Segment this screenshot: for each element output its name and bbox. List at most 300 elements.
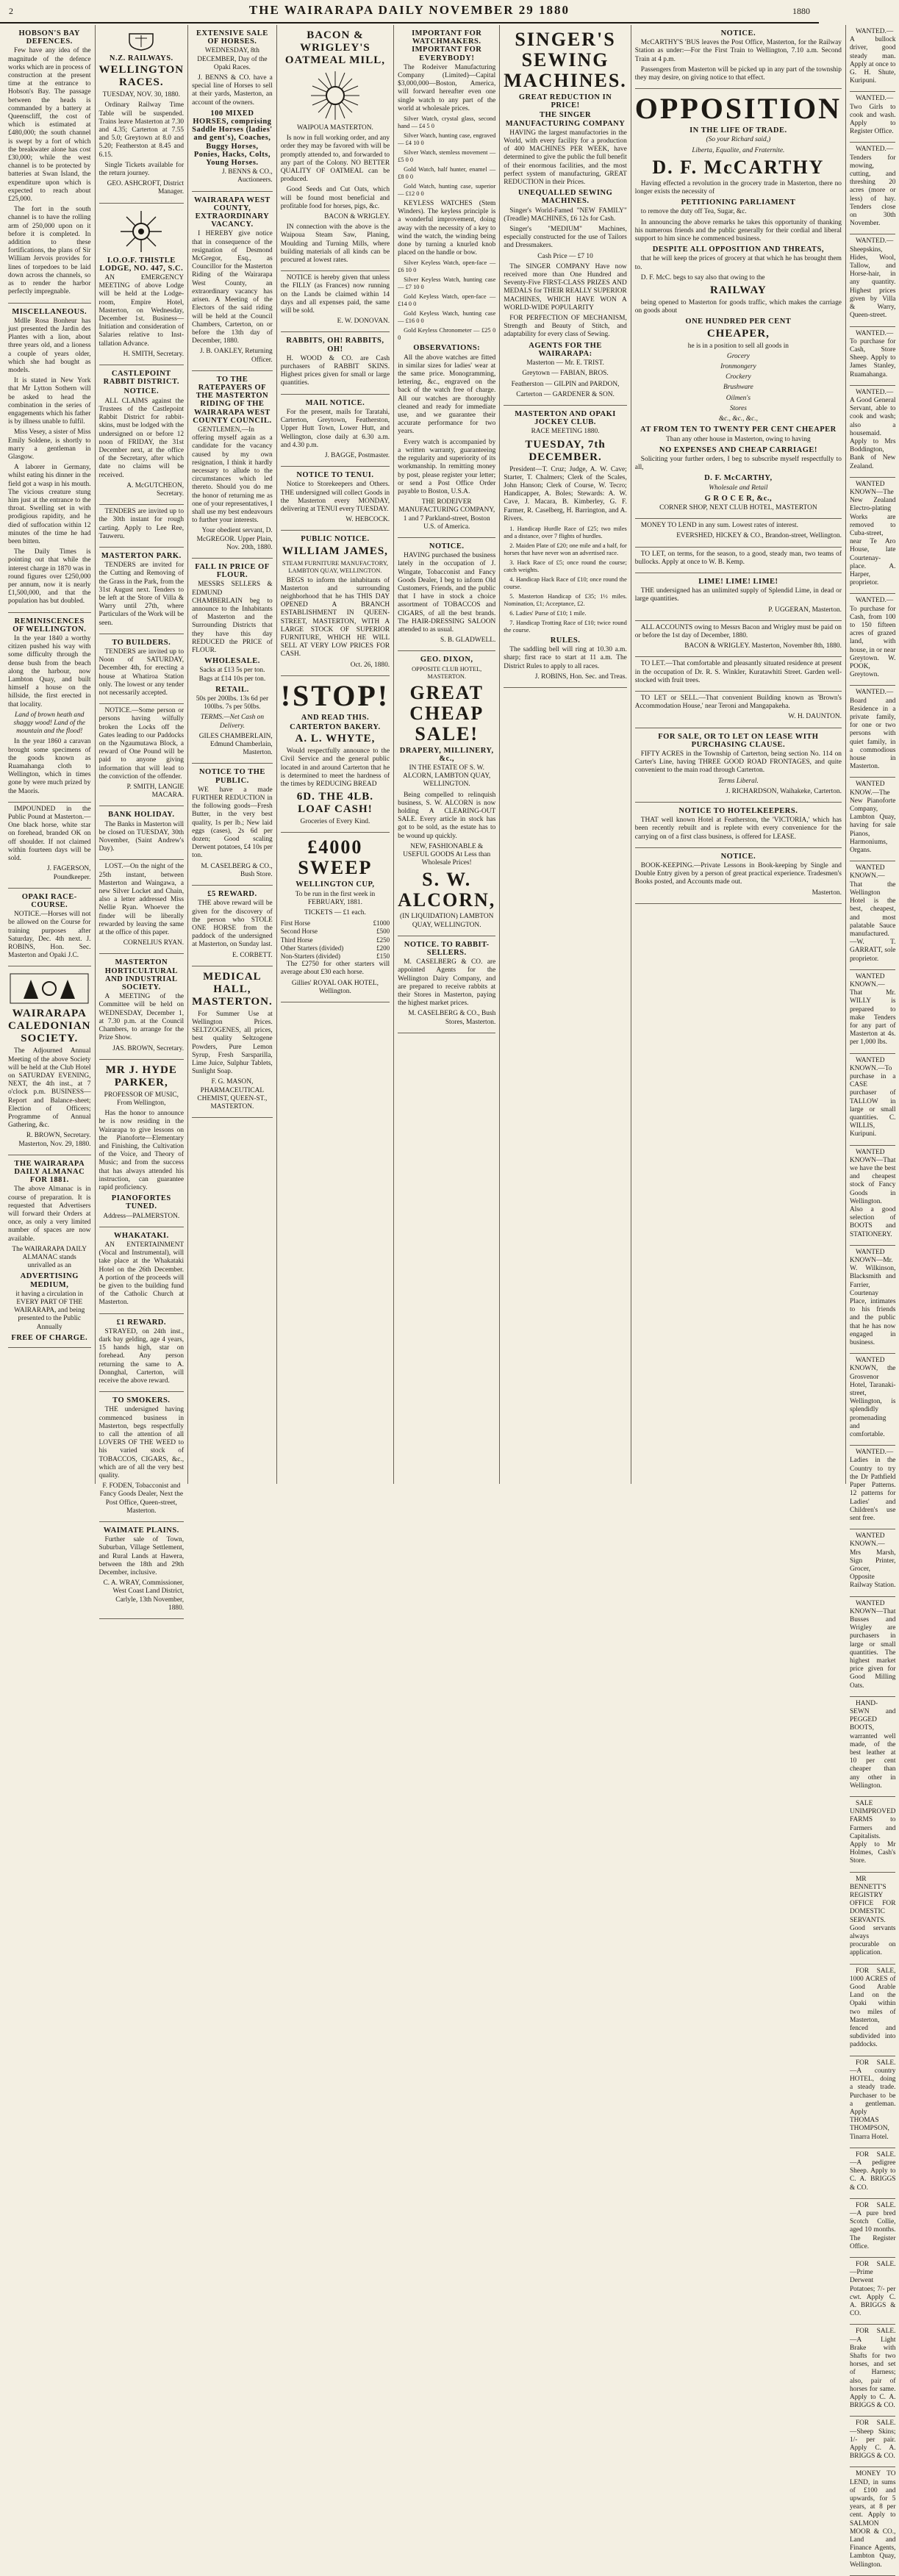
classified-ad [850, 386, 896, 478]
classified-ad [850, 478, 896, 595]
ad-to-let-building [635, 692, 842, 728]
ad-to-let-residence [635, 657, 842, 692]
classified-ad [850, 143, 896, 234]
signature: E. CORBETT. [232, 951, 273, 959]
prize-amount: £150 [376, 952, 390, 961]
newspaper-columns [4, 25, 896, 2569]
ad-heading: FOR SALE, OR TO LET ON LEASE WITH PURCHASING CLAUSE. [658, 732, 819, 749]
ad-subheading: PROFESSOR OF MUSIC, From Wellington, [104, 1091, 179, 1107]
ad-text: IN THE ESTATE OF S. W. ALCORN, LAMBTON QUAY, WELLINGTON. [403, 764, 491, 789]
page-number: 2 [9, 6, 13, 16]
classified-ad [850, 686, 896, 778]
ad-west-county [192, 192, 273, 371]
ad-text: The WAIRARAPA DAILY ALMANAC stands unrivalled as an [12, 1245, 87, 1270]
signature: P. UGGERAN, Masterton. [768, 606, 842, 614]
ad-reward-strayed [99, 1314, 185, 1393]
ad-text: Address—PALMERSTON. [103, 1212, 180, 1220]
ad-accounts [635, 621, 842, 658]
ad-text: The Rodeiver Manufacturing Company (Limited)—Capital $3,000,000—Boston, America, will forward hereafter even one single watch to any part of the world at wholesale prices. [398, 63, 496, 112]
ad-music-professor [99, 1060, 185, 1227]
classified-ad [850, 1597, 896, 1697]
ad-text: ALL CLAIMS against the Trustees of the Castlepoint Rabbit District for rabbit-skins, must be lodged with the undersigned on or before 12 noon of FRIDAY, the 31st December next, at the office of the Secretary, after which date no claims will be received. [99, 397, 185, 479]
ad-heading: FALL IN PRICE OF FLOUR. [195, 562, 270, 580]
ad-heading: I.O.O.F. THISTLE LODGE, NO. 447, S.C. [99, 256, 184, 273]
ad-heading: UNEQUALLED SEWING MACHINES. [517, 189, 613, 206]
ad-heading: TO THE RATEPAYERS OF THE MASTERTON RIDING OF THE WAIRARAPA WEST COUNTY COUNCIL. [193, 375, 272, 425]
signature: W. HEBCOCK. [345, 516, 390, 524]
classified-ad-text: FOR SALE, 1000 ACRES of Good Arable Land on the Opaki within two miles of Masterton, fenced and subdivided into paddocks. [849, 1967, 896, 2049]
ad-cheap-sale [398, 651, 495, 936]
signature: J. BENNS & CO., Auctioneers. [221, 168, 273, 184]
ad-heading: GREAT REDUCTION IN PRICE! [518, 93, 612, 110]
ad-text: TICKETS — £1 each. [304, 909, 366, 916]
price-list-item: Silver Watch, stemless movement — £5 0 0 [398, 149, 496, 164]
ad-heading: NOTICE. [429, 542, 465, 550]
ad-heading: N.Z. RAILWAYS. [109, 54, 173, 62]
ad-text: Groceries of Every Kind. [300, 818, 370, 826]
classified-ad [850, 594, 896, 686]
prize-row [281, 944, 390, 952]
ad-text: HAVING purchased the business lately in the occupation of J. Wingate, Tobacconist and Fancy Goods Dealer, I beg to inform Old Customers, Friends, and the public that I have in stock a choice assortment of TOBACCOS and CIGARS, of all the best brands. The HAIR-DRESSING SALOON attended to as usual. [398, 552, 496, 634]
ad-heading: WELLINGTON CUP, [296, 880, 375, 889]
price-list-item: Gold Watch, hunting case, superior — £12 0 0 [398, 183, 496, 198]
ad-text: FOR PERFECTION OF MECHANISM, Strength and Beauty of Stitch, and adaptability for every class of Sewing. [504, 315, 627, 339]
classified-ad [850, 2467, 896, 2575]
price-list-item: Silver Keyless Watch, open-face — £6 10 0 [398, 259, 496, 274]
agents-list [504, 359, 627, 399]
classified-ad-text: WANTED.—Ladies in the Country to try the Dr Pathfield Paper Patterns. 12 patterns for Ladies' and Children's use sent free. [849, 1449, 896, 1522]
ad-flour-price [192, 559, 273, 764]
ad-notice-public [192, 764, 273, 886]
ad-mail-notice [281, 395, 390, 467]
ad-text: THE above reward will be given for the discovery of the person who STOLE ONE HORSE from the paddock of the undersigned at Masterton, on Sunday last. [192, 900, 273, 949]
article-paragraph: It is stated in New York that Mr Lytton Sothern will be asked to head the combination in the series of engagements which his father is by illness unable to fulfil. [8, 377, 91, 426]
signature: BACON & WRIGLEY. Masterton, November 8th, 1880. [684, 642, 842, 650]
ad-heading: NO EXPENSES AND CHEAP CARRIAGE! [659, 445, 817, 454]
classified-ad-text: WANTED KNOWN.—Mrs Marsh, Sign Printer, Grocer, Opposite Railway Station. [849, 1532, 896, 1590]
race-event-item: 7. Handicap Trotting Race of £10; twice round the course. [504, 619, 627, 634]
ad-text: CORNER SHOP, NEXT CLUB HOTEL, MASTERTON [659, 503, 817, 512]
ad-heading: CARTERTON BAKERY. [290, 722, 381, 731]
ad-text: THAT well known Hotel at Featherston, the 'VICTORIA,' which has been recently rebuilt and is replete with every convenience for the carrying on of a first class business, is offered for LEASE. [634, 817, 842, 841]
ad-tobacconist [398, 538, 495, 651]
ad-heading: NOTICE. [720, 852, 756, 861]
ad-text: Singer's World-Famed "NEW FAMILY" (Treadle) MACHINES, £6 12s for Cash. [504, 207, 627, 223]
classified-ads-list [850, 25, 896, 2576]
ad-text: NOTICE.—Horses will not be allowed on the Course for training purposes after Saturday, Dec. 4th next. J. ROBINS, Hon. Sec. Masterton and Opaki J.C. [8, 911, 91, 960]
ad-money-lend [635, 519, 842, 547]
ad-text: In announcing the above remarks he takes this opportunity of thanking his numerous friends and the public generally for their cordial and liberal support to him since he commenced business. [634, 218, 842, 243]
ad-text: Would respectfully announce to the Civil Service and the general public located in and around Carterton that he is determined to meet the hardness of the times by REDUCING BREAD [280, 747, 390, 788]
ad-text: Soliciting your further orders, I beg to subscribe myself respectfully to all, [634, 455, 842, 472]
classified-ad-text: SALE UNIMPROVED FARMS to Farmers and Capitalists. Apply to Mr Holmes, Cash's Store. [849, 1800, 896, 1865]
ad-mccarthy-grocer [635, 89, 842, 519]
goods-item: &c., &c., &c., [718, 415, 758, 423]
column-5 [394, 25, 500, 1484]
ad-heading: GREAT CHEAP SALE! [409, 681, 484, 745]
prize-amount: £1000 [373, 919, 390, 928]
ad-rabbit-district [99, 365, 185, 505]
classified-ad-text: WANTED KNOWN—That we have the best and cheapest stock of Fancy Goods in Wellington. Also a good selection of BOOTS and STATIONERY. [849, 1148, 896, 1238]
ad-text: Has the honor to announce he is now residing in the Wairarapa to give lessons on the Pianoforte—Elementary and Finishing, the Cultivation of the Voice, and Theory of Music; and from the success that has always attended his instruction, can guarantee rapid proficiency. [99, 1110, 185, 1191]
ad-heading: BACON & WRIGLEY'S OATMEAL MILL, [284, 29, 385, 66]
ad-date: TUESDAY, NOV. 30, 1880. [102, 91, 180, 99]
prize-amount: £250 [376, 936, 390, 944]
signature: BACON & WRIGLEY. [324, 213, 390, 221]
ad-heading: IMPORTANT FOR WATCHMAKERS. IMPORTANT FOR EVERYBODY! [412, 29, 482, 62]
ad-heading: 100 MIXED HORSES, comprising Saddle Horses (ladies' and gent's), Coaches, Buggy Horses, Ponies, Hacks, Colts, Young Horses. [192, 109, 273, 168]
price-list-item: Silver Watch, crystal glass, second hand — £4 5 0 [398, 115, 496, 130]
classified-ad [850, 778, 896, 861]
race-event-item: 6. Ladies' Purse of £10; 1 mile. [509, 609, 587, 617]
ad-singer [504, 25, 627, 406]
classified-ad [850, 1797, 896, 1873]
classified-ad-text: WANTED KNOWN.—That the Wellington Hotel is the best, cheapest, and most palatable Sauce manufactured.—W. T. GARRATT, sole proprietor. [849, 864, 896, 963]
ad-heading: RABBITS, OH! RABBITS, OH! [286, 337, 384, 354]
classified-ad-text: FOR SALE.—A Light Brake with Shafts for two horses, and set of Harness; also, pair of horses for same. Apply to C. A. BRIGGS & CO. [849, 2328, 896, 2410]
ad-caledonian [8, 966, 91, 1155]
ad-heading: A. L. WHYTE, [295, 733, 376, 745]
signature: JAS. BROWN, Secretary. [112, 1044, 185, 1052]
ad-text: Singer's "MEDIUM" Machines, especially constructed for the use of Tailors and Dressmakers. [504, 226, 627, 250]
ad-text: STRAYED, on 24th inst., dark bay gelding, age 4 years, 15 hands high, star on forehead. Any person returning the same to A. Donnghal, Carterton, will receive the above reward. [99, 1327, 185, 1385]
newspaper-title: THE WAIRARAPA DAILY NOVEMBER 29 1880 [248, 3, 570, 17]
ad-text: TENDERS are invited up to Noon of SATURDAY, December 4th, for erecting a house at Whatiroa Station only. The lowest or any tender not necessarily accepted. [99, 647, 185, 697]
signature: J. BAGGE, Postmaster. [324, 451, 390, 459]
prize-row [281, 936, 390, 944]
price-list-item: Gold Keyless Watch, hunting case — £16 0 0 [398, 310, 496, 325]
signature: A. McGUTCHEON, Secretary. [126, 481, 185, 498]
agent-item: Featherston — GILPIN and PARDON, [511, 380, 620, 388]
classified-ad [850, 2258, 896, 2325]
classified-ad [850, 1529, 896, 1596]
ad-heading: NOTICE. TO RABBIT-SELLERS. [404, 940, 490, 958]
ad-text: Terms Liberal. [717, 777, 759, 785]
ad-text: MONEY TO LEND in any sum. Lowest rates of interest. [640, 522, 798, 530]
race-event-item: 3. Hack Race of £5; once round the course; catch weights. [504, 559, 627, 573]
classified-ad [850, 2417, 896, 2467]
goods-list [635, 353, 842, 423]
ad-text: ALL ACCOUNTS owing to Messrs Bacon and Wrigley must be paid on or before the 1st day of December, 1880. [634, 623, 842, 639]
goods-item: Oilmen's [726, 394, 751, 402]
ad-text: To be run in the first week in FEBRUARY, 1881. [295, 890, 376, 906]
ad-text: to remove the duty off Tea, Sugar, &c. [640, 208, 747, 216]
signature: F. FODEN, Tobacconist and Fancy Goods Dealer, Next the Post Office, Queen-street, Masterton. [99, 1482, 183, 1515]
ad-text: being opened to Masterton for goods traffic, which makes the carriage on goods about [634, 299, 842, 315]
ad-watches [398, 25, 495, 538]
ad-heading: SINGER'S SEWING MACHINES. [504, 29, 627, 91]
classified-ad [850, 970, 896, 1054]
classified-ad [850, 1354, 896, 1446]
ad-heading: IN THE LIFE OF TRADE. [690, 126, 787, 135]
ad-rabbits [281, 332, 390, 394]
signature: S. B. GLADWELL. [440, 636, 496, 645]
ad-text: The saddling bell will ring at 10.30 a.m. sharp; first race to start at 11 a.m. The District Rules to apply to all races. [504, 646, 627, 670]
ad-text: J. BENNS & CO. have a special line of Horses to sell at their yards, Masterton, an account of the owners. [192, 74, 273, 107]
ad-text: The Adjourned Annual Meeting of the above Society will be held at the Club Hotel on SATURDAY EVENING, NEXT, the 4th inst., at 7 o'clock p.m. BUSINESS—Report and Balance-sheet; Election of Officers; Programme of Annual Gathering, &c. [8, 1047, 91, 1130]
ad-oddfellows [99, 204, 185, 365]
ad-heading: OBSERVATIONS: [413, 344, 481, 353]
ad-text: H. WOOD & CO. are Cash purchasers of RABBIT SKINS. Highest prices given for small or large quantities. [280, 354, 390, 387]
ad-text: Further sale of Town, Suburban, Village Settlement, and Rural Lands at Hawera, between the 18th and 29th December, inclusive. [99, 1536, 185, 1577]
ad-text: that he will keep the prices of grocery at that which he has brought them to. [634, 255, 842, 271]
ad-text: Is now in full working order, and any order they may be favored with will be promptly attended to, and forwarded to any part of the Colony. NO BETTER QUALITY OF OATMEAL can be produced. [280, 134, 390, 184]
ad-subheading: OPPOSITE CLUB HOTEL, MASTERTON. [412, 665, 482, 680]
prize-amount: £500 [376, 928, 390, 936]
signature: F. G. MASON, PHARMACEUTICAL CHEMIST, QUEEN-ST., MASTERTON. [197, 1078, 268, 1111]
prize-label: Second Horse [280, 928, 318, 936]
prize-list [281, 919, 390, 961]
ad-bank-holiday [99, 806, 185, 860]
classified-ad-text: FOR SALE.—A pedigree Sheep. Apply to C. A. BRIGGS & CO. [849, 2150, 896, 2192]
column-2 [96, 25, 189, 1612]
ad-text: The Banks in Masterton will be closed on TUESDAY, 30th November, (Saint Andrew's Day). [99, 820, 185, 853]
ad-heading: THE WAIRARAPA DAILY ALMANAC FOR 1881. [14, 1159, 85, 1185]
price-list-item: Gold Keyless Chronometer — £25 0 0 [398, 327, 496, 342]
ad-heading: OPAKI RACE-COURSE. [21, 892, 77, 909]
column-7 [631, 25, 846, 1484]
ad-text: KEYLESS WATCHES (Stem Winders). The keyless principle is a wonderful improvement, doing away with the necessity of a key to wind the watch, the winding being done by turning a knurled knob placed on the handle or bow. [398, 200, 496, 257]
article-title: HOBSON'S BAY DEFENCES. [18, 29, 80, 46]
prize-label: Third Horse [280, 936, 313, 944]
signature: M. CASELBERG & CO., Bush Stores, Masterton. [408, 1010, 496, 1026]
ad-heading: WAIRARAPA WEST COUNTY, EXTRAORDINARY VACANCY. [194, 195, 271, 229]
ad-filly-notice [281, 271, 390, 332]
ad-heading: ADVERTISING MEDIUM, [20, 1272, 79, 1289]
ad-text: MESSRS SELLERS & EDMUND CHAMBERLAIN beg to announce to the Inhabitants of Masterton and the Surrounding Districts that they have this day REDUCED the PRICE of FLOUR. [192, 581, 273, 655]
goods-item: Stores [729, 404, 747, 412]
classified-ad [850, 1446, 896, 1529]
ad-text: AN ENTERTAINMENT (Vocal and Instrumental), will take place at the Whakataki Hotel on the 26th December. A portion of the proceeds will be given to the building fund of the Catholic Church at Masterton. [99, 1241, 185, 1307]
ad-heading: LIME! LIME! LIME! [698, 577, 778, 586]
classified-ad-text: WANTED.—Board and Residence in a private family, for one or two persons with quiet family, in a commodious house in Masterton. [849, 689, 896, 771]
ad-text: LOST.—On the night of the 25th instant, between Masterton and Waingawa, a new Silver Locket and Chain, also a letter addressed Miss Nellie Ryan. Whoever the finder will be liberally rewarded by leaving the same at the office of this paper. [99, 863, 185, 937]
classified-ad-text: WANTED.—To purchase for Cash, from 100 to 150 fifteen acres of grazed land, with house, in or near Greytown. W. POOK, Greytown. [849, 597, 896, 679]
keyless-price-list [398, 259, 495, 342]
ad-text: TERMS.—Net Cash on Delivery. [200, 714, 265, 730]
signature: J. FAGERSON, Poundkeeper. [47, 865, 91, 881]
ad-heading: D. F. McCARTHY [652, 156, 825, 178]
ad-whakataki [99, 1227, 185, 1314]
prize-row [281, 952, 390, 961]
prize-label: Other Starters (divided) [280, 944, 344, 952]
ad-heading: G R O C E R, &c., [704, 494, 773, 503]
classified-ad [850, 861, 896, 969]
classified-ad [850, 1697, 896, 1797]
article-paragraph: Mdlle Rosa Bonheur has just presented the Jardin des Plantes with a lion, about three years old, and a lioness a couple of years older, which she had bought as models. [8, 317, 91, 374]
ad-heading: MAIL NOTICE. [305, 398, 365, 407]
ad-sweep [281, 833, 390, 1002]
ad-text: TENDERS are invited up to the 30th instant for rough carting. Apply to Lee Ree, Tauweru. [99, 508, 185, 540]
ad-text: For the present, mails for Taratahi, Carterton, Greytown, Featherston, Upper Hutt Town, Lower Hutt, and Wellington, close daily at 6.30 a.m. and 4.30 p.m. [280, 408, 390, 449]
price-list-item: Gold Watch, half hunter, enamel — £8 0 0 [398, 166, 496, 181]
masthead [0, 0, 819, 24]
classified-ad [850, 327, 896, 386]
ad-heading: PIANOFORTES TUNED. [111, 1194, 171, 1211]
classified-ad [850, 1146, 896, 1246]
article-paragraph: The fort in the south channel is to have the rolling arm of 250,000 upon on it before it is completed. In addition to these fortifications, the plans of Sir William Jervois provides for lines of torpedoes to be laid down across the channels, so as to render the harbor perfectly impregnable. [8, 206, 91, 296]
ad-heading: MEDICAL HALL, MASTERTON. [192, 970, 273, 1008]
ad-subheading: WAIPOUA MASTERTON. [296, 124, 373, 132]
ad-text: it having a circulation in EVERY PART OF THE WAIRARAPA, and being presented to the Public Annually [14, 1290, 85, 1331]
classified-ad-text: WANTED KNOWN.—To purchase in a CASE purchaser of TALLOW in large or small quantities. C. WILLIS, Kuripuni. [849, 1056, 896, 1138]
signature: H. SMITH, Secretary. [123, 350, 185, 358]
classified-ad-text: WANTED KNOWN—That Busses and Wrigley are purchasers in large or small quantities. The highest market price given for Good Milling Oats. [849, 1599, 896, 1690]
ad-text: President—T. Cruz; Judge, A. W. Cave; Starter, T. Chalmers; Clerk of the Scales, John Hanson; Clerk of Course, W. Tecro; Handicapper, A. Boles; Stewards: A. W. Cave, J. Macara, B. Kimberley, G. F. Farmer, R. Caselberg, H. Barrington, and A. Rivers. [504, 465, 627, 523]
classified-ad-text: WANTED KNOWN.—That Mr. WILLY is prepared to make Tenders for any part of Masterton at 4s. per 1,000 lbs. [849, 972, 896, 1047]
ad-text: FIFTY ACRES in the Township of Carterton, being section No. 114 on Carter's Line, having THREE GOOD ROAD FRONTAGES, and quite convenient to the main road through Carterton. [634, 750, 842, 775]
ad-heading: THE SINGER MANUFACTURING COMPANY [505, 111, 626, 128]
ad-heading: BANK HOLIDAY. [108, 811, 175, 819]
column-6 [500, 25, 631, 1484]
signature: E. W. DONOVAN. [337, 317, 390, 326]
goods-item: Ironmongery [720, 363, 756, 371]
ad-text: A MEETING of the Committee will be held on WEDNESDAY, December 1, at 7.30 p.m. at the Council Chambers, to arrange for the Prize Show. [99, 993, 185, 1042]
classified-ad [850, 1873, 896, 1965]
ad-smokers [99, 1392, 185, 1522]
signature: J. RICHARDSON, Waihakeke, Carterton. [726, 787, 842, 795]
classified-ad-text: WANTED KNOW.—The New Pianoforte Company, Lambton Quay, having for sale Pianos, Harmoniums, Organs. [849, 781, 896, 855]
ad-heading: RAILWAY [709, 284, 767, 297]
ad-masterton-park [99, 548, 185, 634]
ad-lime [635, 573, 842, 621]
ad-oatmeal-mill [281, 25, 390, 271]
article-title: MISCELLANEOUS. [12, 307, 87, 316]
classified-ad-text: WANTED.—Sheepskins, Hides, Wool, Tallow, and Horse-hair, in any quantity. Highest prices given by Villa & Warry, Queen-street. [849, 237, 896, 320]
ad-text: TO LET.—That comfortable and pleasantly situated residence at present in the occupation of Dr. R. S. Winkler, Kuratawhiti Street. Garden well-stocked with fruit trees. [634, 660, 842, 684]
classified-ad-text: WANTED KNOWN—The New Zealand Electro-plating Works are removed to Cuba-street, near Te Aro House, late Courtenay-place. A. Harper, proprietor. [849, 480, 896, 587]
ad-text: NEW, FASHIONABLE & USEFUL GOODS At Less than Wholesale Prices! [403, 842, 491, 867]
ad-text: Wholesale and Retail [709, 484, 768, 492]
ad-heading: CHEAPER, [706, 327, 770, 340]
article-paragraph: In the year 1840 a worthy citizen pushed his way with some difficulty through the dense bush from the beach along the harbour, now Lambton Quay, and built himself a house on the hillside, the first erected in that locality. [8, 635, 91, 708]
ad-almanac [8, 1155, 91, 1348]
signature: GILES CHAMBERLAIN, Edmund Chamberlain, Masterton. [198, 732, 273, 757]
ad-text: The above Almanac is in course of preparation. It is requested that Advertisers will forward their Orders at once, as only a very limited number of spaces are now available. [8, 1185, 91, 1243]
classified-ad-text: WANTED.—A Good General Servant, able to cook and wash; also a housemaid. Apply to Mrs Boddington, Bank of New Zealand. [849, 388, 896, 470]
ad-hotelkeepers [635, 803, 842, 848]
ad-heading: WAIRARAPA CALEDONIAN SOCIETY. [8, 1008, 91, 1045]
column-8 [846, 25, 899, 2569]
ad-heading: S. W. ALCORN, [398, 869, 496, 911]
ad-heading: MASTERTON HORTICULTURAL AND INDUSTRIAL SOCIETY. [104, 958, 178, 992]
ad-heading: DRAPERY, MILLINERY, &c., [399, 746, 494, 763]
prize-label: Non-Starters (divided) [280, 952, 340, 961]
lodge-emblem-icon [99, 209, 185, 254]
column-3 [188, 25, 277, 1484]
classified-ad-text: FOR SALE.—Prime Derwent Potatoes; 7/- per cwt. Apply C. A. BRIGGS & CO. [849, 2260, 896, 2318]
ad-builders [99, 634, 185, 704]
signature: Masterton. [812, 889, 842, 897]
ad-heading: DESPITE ALL OPPOSITION AND THREATS, [652, 245, 825, 254]
article-paragraph: Few have any idea of the magnitude of the defence works which are in process of construction at the present time at the entrance to Hobson's Bay. The passage between the heads is commanded by a battery at Queenscliff, the cost of which is estimated at £480,000; the south channel is swept by a fort of which the breakwater alone has cost £30,000; while the west channel is to be protected by batteries at Swan Island, the expenditure upon which is expected to reach about £25,000. [8, 47, 91, 204]
ad-text: Single Tickets available for the return journey. [99, 161, 185, 178]
ad-lost [99, 860, 185, 954]
ad-heading: PETITIONING PARLIAMENT [681, 198, 796, 207]
ad-tenui [281, 467, 390, 531]
signature: P. SMITH, LANGIE MACARA. [126, 783, 185, 800]
ad-text: Good Seeds and Cut Oats, which will be found most beneficial and profitable food for horses, pigs, &c. [280, 186, 390, 210]
ad-text: The £2750 for other starters will average about £30 each horse. [280, 961, 390, 977]
masthead-year: 1880 [792, 6, 810, 16]
ad-text: Having effected a revolution in the grocery trade in Masterton, there no longer exists the necessity of [634, 179, 842, 196]
ad-heading: MASTERTON PARK. [101, 551, 182, 560]
sunburst-emblem-icon [281, 70, 390, 121]
ad-text: AN EMERGENCY MEETING of above Lodge will be held at the Lodge-room, Empire Hotel, Masterton, on Wednesday, December 1st. Business—Initiation and consideration of Salaries relative to Inst-tallation Advance. [99, 274, 185, 348]
ad-text: BEGS to inform the inhabitants of Masterton and surrounding neighborhood that he has THIS DAY OPENED A BRANCH ESTABLISHMENT IN QUEEN-STREET, MASTERTON, WITH A LARGE STOCK OF SUPERIOR FURNITURE, WHICH HE WILL SELL AT VERY LOW PRICES FOR CASH. [280, 576, 390, 659]
classified-ad [850, 2056, 896, 2148]
ad-heading: OPPOSITION [634, 92, 842, 126]
classified-ad-text: WANTED.—To purchase for Cash, Store Sheep. Apply to James Stanley, Ruamahanga. [849, 329, 896, 378]
ad-heading: MR J. HYDE PARKER, [105, 1063, 177, 1088]
pound-notice [8, 803, 91, 889]
ad-heading: D. F. McCARTHY, [704, 474, 773, 483]
ad-text: Notice to Storekeepers and Others. THE undersigned will collect Goods in the Masterton every MONDAY, delivering at TENUI every TUESDAY. [280, 481, 390, 513]
race-event-item: 5. Masterton Handicap of £35; 1½ miles. Nomination, £1; Acceptance, £2. [504, 592, 627, 607]
price-list-item: Gold Keyless Watch, open-face — £14 0 0 [398, 293, 496, 308]
ad-heading: WILLIAM JAMES, [282, 545, 388, 557]
ad-to-let-bullocks [635, 548, 842, 573]
ad-heading: PUBLIC NOTICE. [301, 535, 370, 544]
agent-item: Masterton — Mr. E. TRIST. [526, 359, 604, 367]
ad-heading: £1 REWARD. [116, 1318, 166, 1327]
ad-land-sale [635, 728, 842, 803]
price-list-item: Silver Watch, hunting case, engraved — £4 10 0 [398, 132, 496, 147]
coat-of-arms-icon [99, 31, 185, 51]
article-hobsons-bay [8, 25, 91, 304]
classified-ad [850, 25, 896, 92]
ad-wellington-races [99, 25, 185, 204]
ad-text: Ordinary Railway Time Table will be suspended. Trains leave Masterton at 7.30 and 4.35; Carterton at 7.55 and 5.0; Greytown at 8.0 and 5.20; Featherston at 8.45 and 6.15. [99, 101, 185, 159]
ad-text: Being compelled to relinquish business, S. W. ALCORN is now holding A CLEARING-OUT SALE. Every article in stock has got to be sold, as the estate has to be wound up quickly. [398, 791, 496, 840]
ad-text: M. CASELBERG & CO. are appointed Agents for the Wellington Dairy Company, and are prepared to receive rabbits at their Stores in Masterton, paying the highest market prices. [398, 958, 496, 1008]
price-list-item: Silver Keyless Watch, hunting case — £7 10 0 [398, 276, 496, 291]
ad-heading: £5 REWARD. [207, 890, 257, 899]
ad-text: THE undersigned has an unlimited supply of Splendid Lime, in dead or large quantities. [634, 587, 842, 603]
ad-heading: !STOP! [280, 678, 390, 712]
ad-heading: TUESDAY, 7th DECEMBER. [525, 438, 606, 463]
ad-text: Than any other house in Masterton, owing to having [666, 435, 811, 443]
signature: J. ROBINS, Hon. Sec. and Treas. [534, 672, 627, 681]
classified-ad [850, 2199, 896, 2258]
article-paragraph: A laborer in Germany, whilst eating his dinner in the field got a wasp in his mouth. The vicious creature stung him just at the entrance to the throat. Swelling set in with prodigious rapidity, and he died of suffocation within 12 minutes of the time he had been bitten. [8, 464, 91, 545]
ad-candidate-letter [192, 371, 273, 559]
article-miscellaneous [8, 304, 91, 613]
ad-text: (So your Richard said,) [706, 136, 771, 144]
ad-heading: NOTICE. [123, 387, 160, 396]
ad-text: All the above watches are fitted in similar sizes for ladies' wear at the same price. Monogramming, lettering, &c., engraved on the back of the watch free of charge. All our watches are thoroughly cleaned and ready for immediate use, and we guarantee their accurate performance for two years. [398, 354, 496, 436]
ad-rabbit-sellers [398, 936, 495, 1033]
ad-text: NOTICE is hereby given that unless the FILLY (as Frances) now running on the Lands be claimed within 14 days and all expenses paid, the same will be sold. [280, 274, 390, 315]
ad-heading: NOTICE. [720, 29, 756, 37]
verse: Land of brown heath and shaggy wood! Land of the mountain and the flood! [13, 711, 85, 736]
watch-price-list [398, 115, 495, 198]
ad-heading: WAIMATE PLAINS. [103, 1526, 179, 1535]
goods-item: Brushware [723, 384, 753, 392]
article-reminiscences [8, 613, 91, 803]
signature: GEO. ASHCROFT, District Manager. [107, 180, 185, 196]
ad-stolen-horse [192, 886, 273, 966]
ad-locks-notice [99, 704, 185, 806]
ad-bookkeeping [635, 848, 842, 904]
ad-heading: GEO. DIXON, [420, 656, 473, 664]
ad-text: TO LET or SELL.—That convenient Building known as 'Brown's Accommodation House,' near Teroni and Mangapakeha. [634, 694, 842, 711]
signature: C. A. WRAY, Commissioner, West Coast Land District, Carlyle, 13th November, 1880. [103, 1579, 185, 1612]
ad-heading: MASTERTON AND OPAKI JOCKEY CLUB. [515, 409, 616, 427]
ad-bus-notice [635, 25, 842, 89]
ad-text: Passengers from Masterton will be picked up in any part of the township they may desire, on giving notice to that effect. [634, 65, 842, 82]
ad-heading: AND READ THIS. [301, 713, 370, 722]
